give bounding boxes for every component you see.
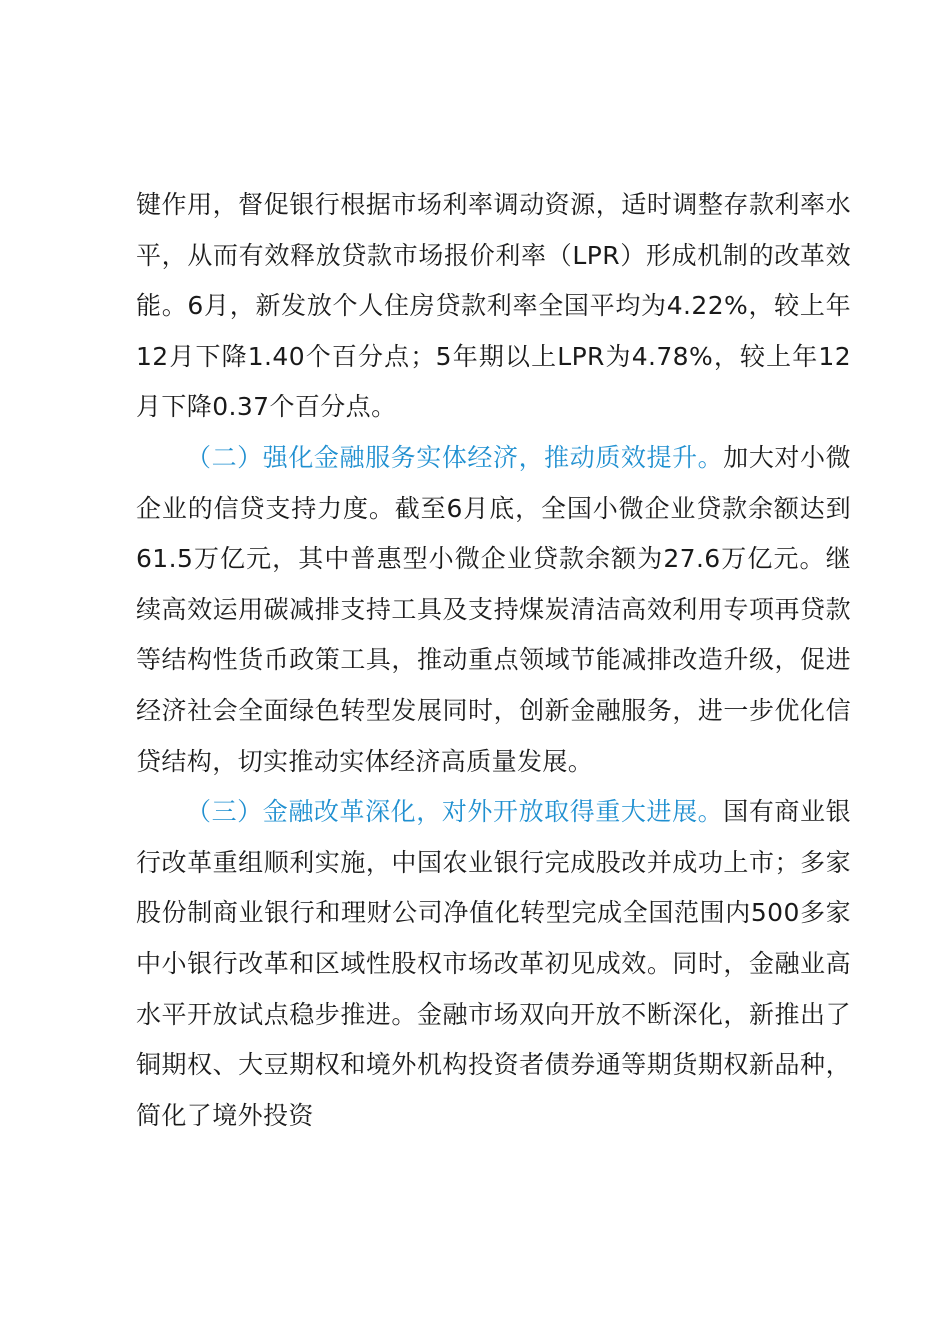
- document-body: [136, 180, 851, 1141]
- paragraph-text: 加大对小微企业的信贷支持力度。截至6月底，全国小微企业贷款余额达到61.5万亿元，其中普惠型小微企业贷款余额为27.6万亿元。继续高效运用碳减排支持工具及支持煤炭清洁高效利用专项再贷款等结构性货币政策工具，推动重点领域节能减排改造升级，促进经济社会全面绿色转型发展同时，创新金融服务，进一步优化信贷结构，切实推动实体经济高质量发展。: [136, 442, 851, 776]
- section-heading-3: （三）金融改革深化，对外开放取得重大进展。: [186, 797, 724, 827]
- paragraph-text: 国有商业银行改革重组顺利实施，中国农业银行完成股改并成功上市；多家股份制商业银行和理财公司净值化转型完成全国范围内500多家中小银行改革和区域性股权市场改革初见成效。同时，金融业高水平开放试点稳步推进。金融市场双向开放不断深化，新推出了铜期权、大豆期权和境外机构投资者债券通等期货期权新品种，简化了境外投资: [136, 797, 851, 1130]
- paragraph-text: 键作用，督促银行根据市场利率调动资源，适时调整存款利率水平，从而有效释放贷款市场报价利率（LPR）形成机制的改革效能。6月，新发放个人住房贷款利率全国平均为4.22%，较上年12月下降1.40个百分点；5年期以上LPR为4.78%，较上年12月下降0.37个百分点。: [136, 190, 851, 422]
- section-heading-2: （二）强化金融服务实体经济，推动质效提升。: [186, 442, 724, 472]
- paragraph-financial-reform: [136, 787, 851, 1141]
- paragraph-lpr-reform: [136, 180, 851, 433]
- paragraph-real-economy: [136, 433, 851, 787]
